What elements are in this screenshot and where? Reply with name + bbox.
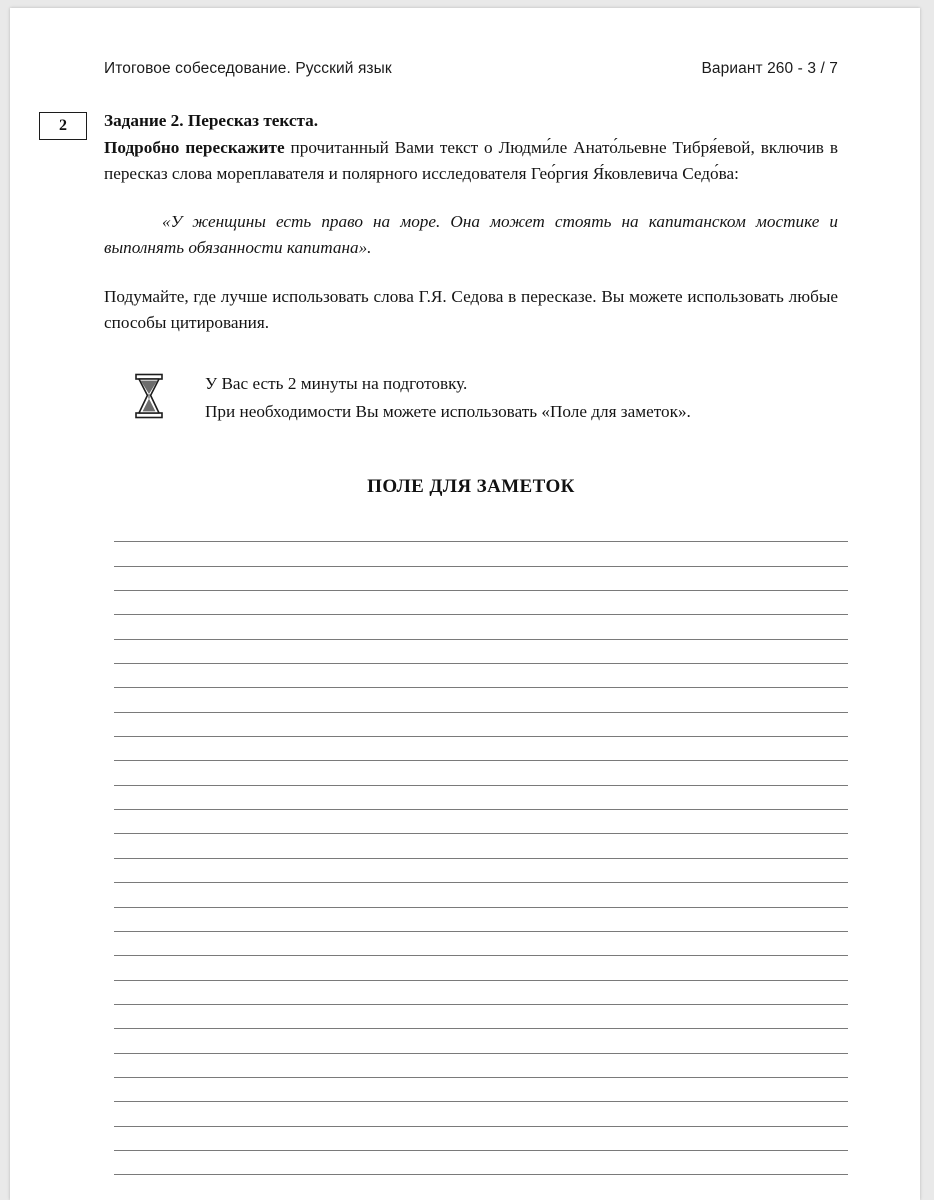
preparation-hint-line-2: При необходимости Вы можете использовать «Поле для заметок». [205,402,691,421]
notes-rule-line [114,1005,848,1029]
notes-rule-line [114,1078,848,1102]
notes-ruled-lines [114,518,848,1175]
task-title: Задание 2. Пересказ текста. [104,111,319,130]
task-number-box [39,112,87,140]
notes-rule-line [114,615,848,639]
notes-rule-line [114,713,848,737]
task-think-paragraph: Подумайте, где лучше использовать слова Г.Я. Седова в пересказе. Вы можете использовать любые способы цитирования. [104,286,838,332]
task-instruction-rest: прочитанный Вами текст о Людми́ле Анато́льевне Тибря́евой, включив в пересказ слова мореплавателя и полярного исследователя Гео́ргия Я́ковлевича Седо́ва: [104,137,838,183]
notes-rule-line [114,834,848,858]
notes-rule-line [114,1102,848,1126]
notes-rule-line [114,932,848,956]
notes-rule-line [114,761,848,785]
notes-rule-line [114,664,848,688]
notes-rule-line [114,1029,848,1053]
notes-rule-line [114,810,848,834]
notes-field-title: ПОЛЕ ДЛЯ ЗАМЕТОК [367,476,575,497]
notes-rule-line [114,956,848,980]
notes-rule-line [114,908,848,932]
notes-rule-line [114,591,848,615]
preparation-hint [104,370,838,426]
header-variant-label: Вариант 260 - 3 / 7 [701,60,838,77]
document-page [10,8,920,1200]
notes-rule-line [114,567,848,591]
notes-rule-line [114,981,848,1005]
notes-rule-line [114,1151,848,1175]
header-exam-title: Итоговое собеседование. Русский язык [104,60,392,77]
notes-rule-line [114,518,848,542]
task-body [104,108,838,337]
notes-rule-line [114,1054,848,1078]
notes-rule-line [114,883,848,907]
task-number: 2 [59,117,67,134]
notes-rule-line [114,859,848,883]
notes-rule-line [114,688,848,712]
notes-rule-line [114,737,848,761]
hourglass-icon [132,373,166,424]
preparation-hint-text [205,370,691,426]
notes-rule-line [114,542,848,566]
task-instruction-lead: Подробно перескажите [104,137,285,157]
notes-rule-line [114,786,848,810]
task-instruction [104,135,838,188]
page-header [104,60,838,78]
notes-rule-line [114,640,848,664]
notes-rule-line [114,1127,848,1151]
preparation-hint-line-1: У Вас есть 2 минуты на подготовку. [205,374,468,393]
task-quote: «У женщины есть право на море. Она может стоять на капитанском мостике и выполнять обязанности капитана». [104,211,838,257]
